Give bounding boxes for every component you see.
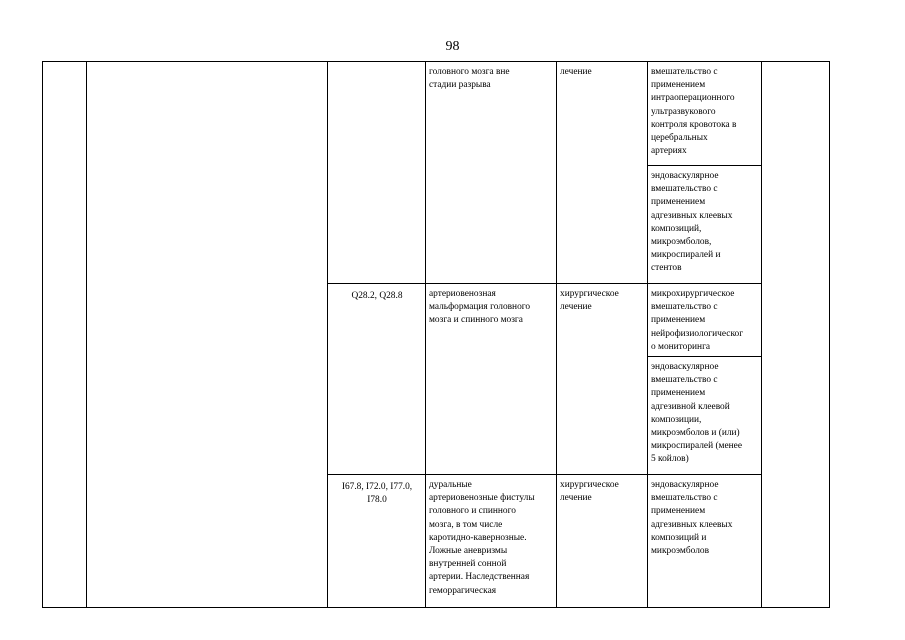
treatment-type-cell: лечение [557,62,648,284]
table-row [43,62,830,166]
icd-codes-cell [328,62,426,284]
profile-cell [87,62,328,608]
treatment-method-cell: эндоваскулярное вмешательство с применением адгезивных клеевых композиций и микроэмболов [648,475,762,608]
treatment-method-cell: эндоваскулярное вмешательство с применением адгезивной клеевой композиции, микроэмболов и (или) микроспиралей (менее 5 койлов) [648,357,762,475]
page-number: 98 [445,39,460,54]
treatment-method-cell: вмешательство с применением интраоперационного ультразвукового контроля кровотока в церебральных артериях [648,62,762,166]
treatment-method-cell: микрохирургическое вмешательство с применением нейрофизиологическог о мониторинга [648,284,762,357]
number-cell [43,62,87,608]
treatment-type-cell: хирургическое лечение [557,475,648,608]
medical-care-table [42,61,830,608]
cost-cell [762,62,830,608]
diagnosis-cell: дуральные артериовенозные фистулы головного и спинного мозга, в том числе каротидно-кавернозные. Ложные аневризмы внутренней сонной артерии. Наследственная геморрагическая [426,475,557,608]
treatment-method-cell: эндоваскулярное вмешательство с применением адгезивных клеевых композиций, микроэмболов, микроспиралей и стентов [648,166,762,284]
treatment-type-cell: хирургическое лечение [557,284,648,475]
diagnosis-cell: артериовенозная мальформация головного мозга и спинного мозга [426,284,557,475]
diagnosis-cell: головного мозга вне стадии разрыва [426,62,557,284]
icd-codes-cell: Q28.2, Q28.8 [328,284,426,475]
icd-codes-cell: I67.8, I72.0, I77.0, I78.0 [328,475,426,608]
